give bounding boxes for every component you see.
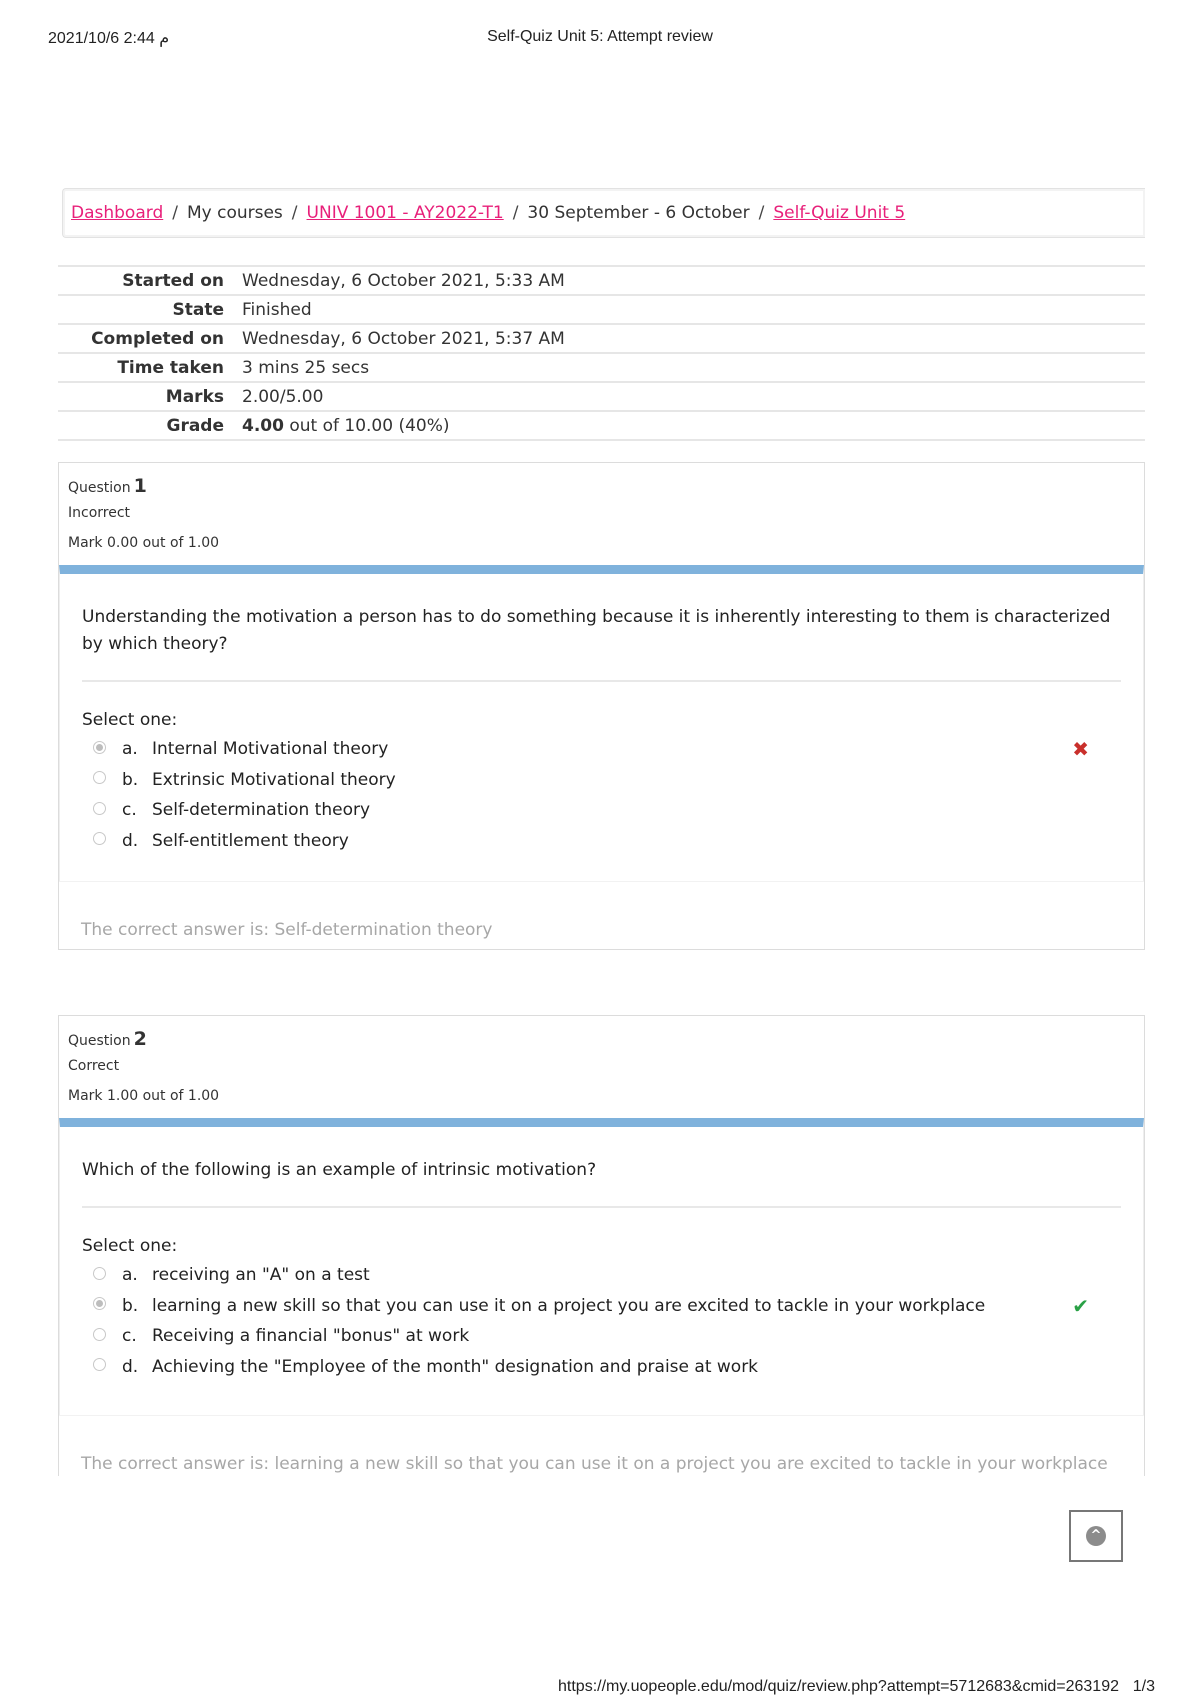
select-one-prompt: Select one: [82, 710, 178, 730]
select-one-prompt: Select one: [82, 1236, 178, 1256]
answer-letter: d. [122, 1356, 139, 1377]
answer-letter: b. [122, 1295, 139, 1316]
question-label: Question [68, 480, 131, 496]
answer-text: Receiving a financial "bonus" at work [152, 1326, 470, 1347]
question-number: 1 [133, 475, 147, 497]
answer-text: Self-determination theory [152, 800, 371, 821]
print-page-title: Self-Quiz Unit 5: Attempt review [487, 28, 713, 45]
radio-button[interactable] [93, 1297, 106, 1310]
summary-value: Wednesday, 6 October 2021, 5:33 AM [242, 270, 565, 291]
attempt-summary-table [58, 265, 1145, 441]
summary-label: Grade [166, 415, 224, 436]
answer-text: learning a new skill so that you can use it on a project you are excited to tackle in your workplace [152, 1295, 986, 1316]
answer-text: Extrinsic Motivational theory [152, 769, 396, 790]
answer-option[interactable] [82, 795, 1121, 826]
answer-text: receiving an "A" on a test [152, 1265, 370, 1286]
answer-letter: a. [122, 1265, 138, 1286]
breadcrumb-separator: / [291, 203, 298, 223]
answer-option[interactable] [82, 734, 1121, 765]
answer-letter: c. [122, 800, 137, 821]
radio-button[interactable] [93, 771, 106, 784]
answer-letter: b. [122, 769, 139, 790]
summary-label: Completed on [91, 328, 224, 349]
summary-value: Wednesday, 6 October 2021, 5:37 AM [242, 328, 565, 349]
print-page-number: 1/3 [1132, 1678, 1155, 1695]
summary-value [242, 411, 1145, 440]
summary-row-started [58, 266, 1145, 295]
breadcrumb-my-courses: My courses [186, 203, 283, 223]
radio-button[interactable] [93, 1328, 106, 1341]
question-card [58, 462, 1145, 950]
summary-value: 2.00/5.00 [242, 386, 324, 407]
print-timestamp: م 2:44 2021/10/6 [48, 30, 170, 47]
question-state: Incorrect [68, 505, 131, 521]
answer-option[interactable] [82, 1321, 1121, 1352]
check-icon: ✔ [1072, 1293, 1089, 1318]
summary-label: Started on [122, 270, 224, 291]
question-text: Which of the following is an example of intrinsic motivation? [82, 1157, 1121, 1208]
question-mark: Mark 1.00 out of 1.00 [68, 1088, 220, 1104]
answer-letter: c. [122, 1326, 137, 1347]
summary-row-completed [58, 324, 1145, 353]
summary-label: State [172, 299, 224, 320]
breadcrumb [62, 188, 1145, 238]
question-info [59, 463, 1144, 565]
answer-option[interactable] [82, 1260, 1121, 1291]
answer-letter: d. [122, 830, 139, 851]
answer-option[interactable] [82, 765, 1121, 796]
correct-answer-feedback: The correct answer is: Self-determination theory [59, 881, 1144, 940]
answer-text: Internal Motivational theory [152, 739, 389, 760]
radio-button[interactable] [93, 1358, 106, 1371]
breadcrumb-course-link[interactable]: UNIV 1001 - AY2022-T1 [306, 203, 504, 223]
print-url: https://my.uopeople.edu/mod/quiz/review.php?attempt=5712683&cmid=263192 [558, 1678, 1119, 1695]
summary-row-time-taken [58, 353, 1145, 382]
question-text: Understanding the motivation a person has to do something because it is inherently interesting to them is characterized by which theory? [82, 604, 1121, 682]
question-info [59, 1016, 1144, 1118]
breadcrumb-separator: / [172, 203, 178, 223]
grade-out-of: out of 10.00 (40%) [289, 415, 450, 436]
radio-button[interactable] [93, 741, 106, 754]
question-state: Correct [68, 1058, 120, 1074]
answer-text: Self-entitlement theory [152, 830, 349, 851]
question-number: 2 [133, 1028, 147, 1050]
summary-row-grade [58, 411, 1145, 440]
question-card [58, 1015, 1145, 1476]
grade-score: 4.00 [242, 415, 284, 436]
answer-letter: a. [122, 739, 138, 760]
correct-answer-feedback: The correct answer is: learning a new skill so that you can use it on a project you are excited to tackle in your workplace [59, 1415, 1144, 1474]
question-mark: Mark 0.00 out of 1.00 [68, 535, 220, 551]
breadcrumb-separator: / [758, 203, 765, 223]
radio-button[interactable] [93, 832, 106, 845]
summary-value: Finished [242, 299, 312, 320]
cross-icon: ✖ [1072, 737, 1089, 762]
question-content [59, 565, 1144, 881]
breadcrumb-week: 30 September - 6 October [527, 203, 750, 223]
summary-label: Time taken [117, 357, 224, 378]
radio-button[interactable] [93, 802, 106, 815]
question-content [59, 1118, 1144, 1415]
scroll-to-top-button[interactable] [1069, 1510, 1123, 1562]
summary-value: 3 mins 25 secs [242, 357, 370, 378]
summary-row-marks [58, 382, 1145, 411]
summary-label: Marks [165, 386, 224, 407]
answer-text: Achieving the "Employee of the month" designation and praise at work [152, 1356, 759, 1377]
summary-row-state [58, 295, 1145, 324]
breadcrumb-dashboard-link[interactable]: Dashboard [71, 203, 164, 223]
breadcrumb-quiz-link[interactable]: Self-Quiz Unit 5 [773, 203, 906, 223]
breadcrumb-separator: / [512, 203, 519, 223]
radio-button[interactable] [93, 1267, 106, 1280]
question-label: Question [68, 1033, 131, 1049]
answer-option[interactable] [82, 826, 1121, 857]
chevron-up-circle-icon: ^ [1086, 1526, 1106, 1546]
answer-option[interactable] [82, 1291, 1121, 1322]
answer-option[interactable] [82, 1352, 1121, 1383]
